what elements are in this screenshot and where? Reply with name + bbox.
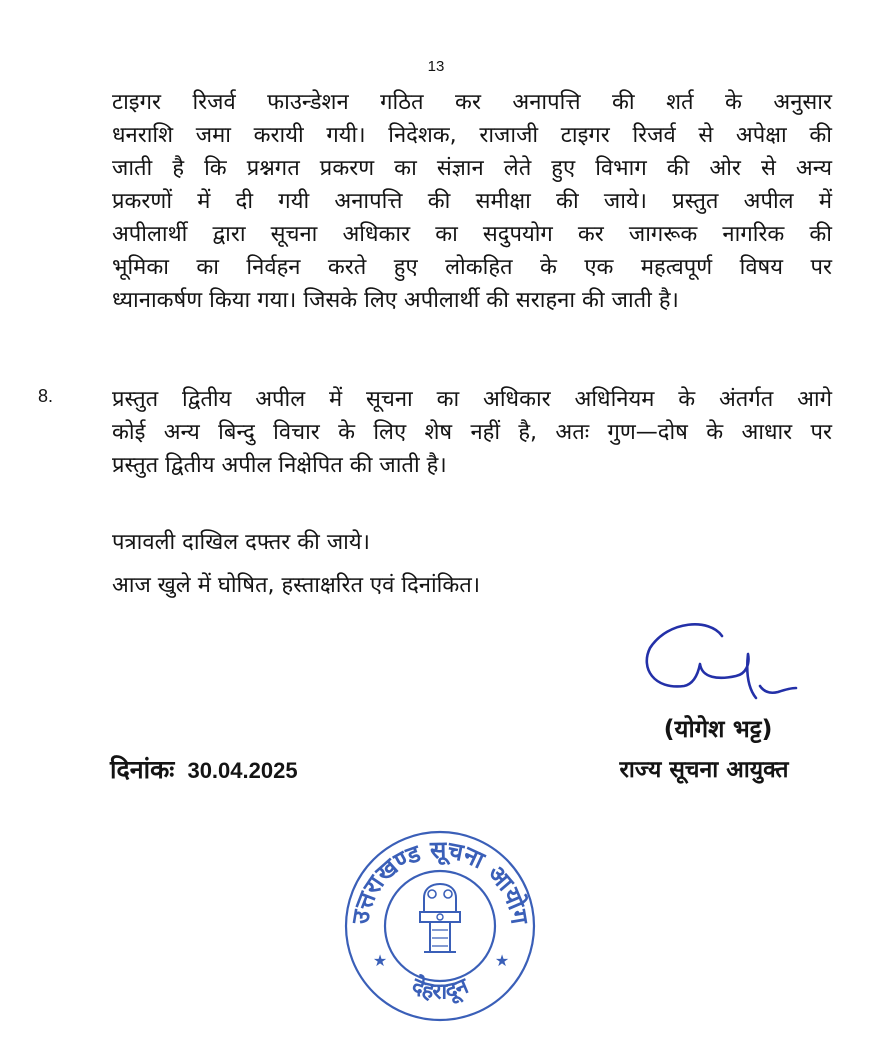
date-block [110,752,298,786]
svg-text:देहरादून [407,972,473,1007]
closing-line-declared: आज खुले में घोषित, हस्ताक्षरित एवं दिनांकित। [112,573,481,598]
paragraph-line: अपीलार्थी द्वारा सूचना अधिकार का सदुपयोग कर जागरूक नागरिक की [112,222,832,247]
paragraph-line: जाती है कि प्रश्नगत प्रकरण का संज्ञान लेते हुए विभाग की ओर से अन्य [112,156,832,181]
stamp-top-text: उत्तराखण्ड सूचना आयोग [346,835,534,926]
page-number: 13 [427,58,445,75]
date-label: दिनांकः [110,755,175,784]
date-value: 30.04.2025 [187,758,298,783]
paragraph-line: भूमिका का निर्वहन करते हुए लोकहित के एक महत्वपूर्ण विषय पर [112,255,832,280]
paragraph-line: कोई अन्य बिन्दु विचार के लिए शेष नहीं है, अतः गुण—दोष के आधार पर [112,420,832,445]
signer-designation: राज्य सूचना आयुक्त [619,757,789,783]
paragraph-item-8 [112,383,832,482]
handwritten-signature [636,614,806,714]
national-emblem-icon [420,884,460,952]
paragraph-line: ध्यानाकर्षण किया गया। जिसके लिए अपीलार्थी की सराहना की जाती है। [112,288,679,313]
commission-seal-stamp [340,826,540,1026]
paragraph-line: धनराशि जमा करायी गयी। निदेशक, राजाजी टाइगर रिजर्व से अपेक्षा की [112,123,832,148]
paragraph-line: प्रस्तुत द्वितीय अपील में सूचना का अधिकार अधिनियम के अंतर्गत आगे [112,387,832,412]
item-number: 8. [38,386,54,406]
stamp-bottom-text: देहरादून [407,973,473,1005]
star-icon: ★ [372,951,388,970]
paragraph-conclusion [112,86,832,317]
paragraph-line: प्रकरणों में दी गयी अनापत्ति की समीक्षा की जाये। प्रस्तुत अपील में [112,189,832,214]
paragraph-line: प्रस्तुत द्वितीय अपील निक्षेपित की जाती है। [112,453,447,478]
signer-name: (योगेश भट्ट) [663,715,773,743]
paragraph-line: टाइगर रिजर्व फाउन्डेशन गठित कर अनापत्ति की शर्त के अनुसार [112,90,832,115]
star-icon: ★ [494,951,510,970]
closing-line-file: पत्रावली दाखिल दफ्तर की जाये। [112,530,370,555]
